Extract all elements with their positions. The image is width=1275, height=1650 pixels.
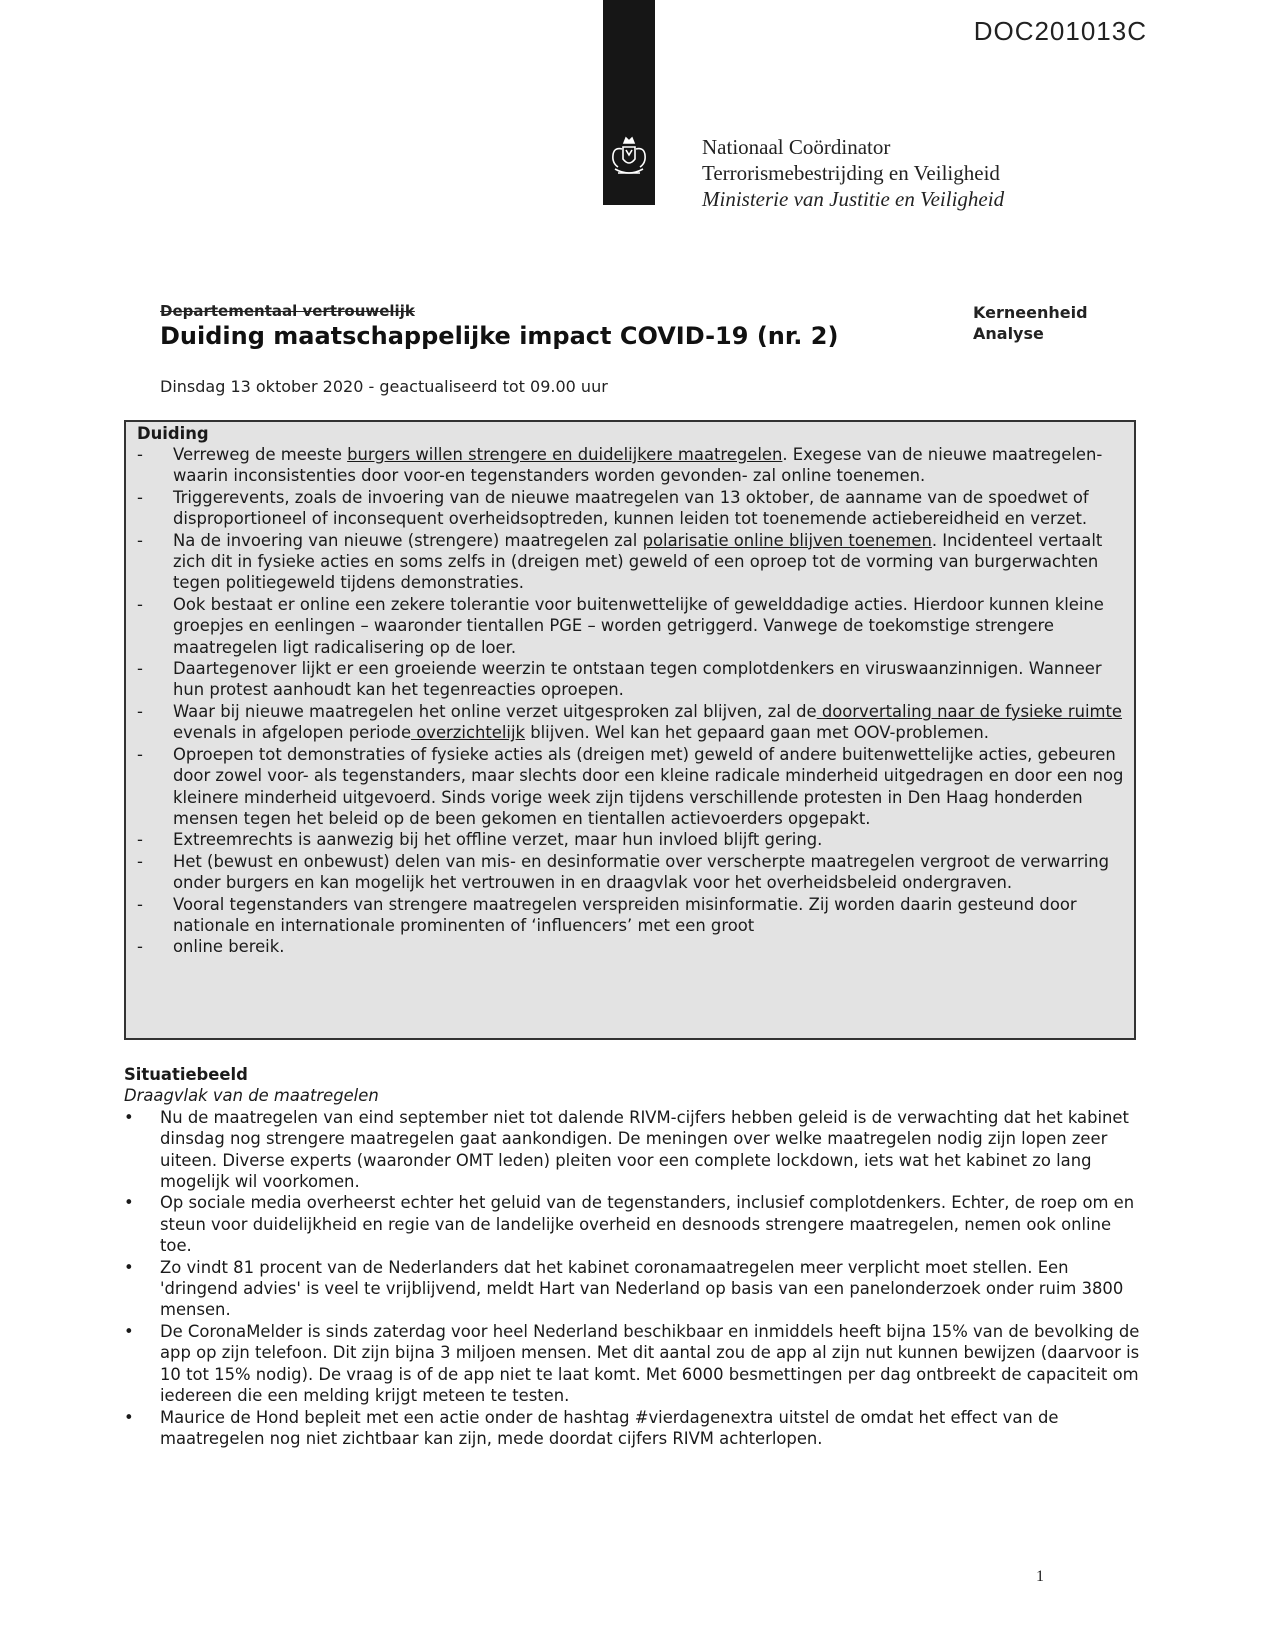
duiding-item	[137, 530, 1126, 594]
duiding-heading: Duiding	[137, 424, 209, 443]
page-number: 1	[1036, 1568, 1044, 1585]
ministry-name: Ministerie van Justitie en Veiligheid	[702, 187, 1005, 211]
duiding-item	[137, 894, 1126, 937]
situatie-item: • Op sociale media overheerst echter het geluid van de tegenstanders, inclusief complotdenkers. Echter, de roep om en steun voor duidelijkheid en regie van de landelijke overheid en desnoods strengere maatregelen, nemen ook online toe.	[124, 1192, 1144, 1256]
classification-label: Departementaal vertrouwelijk	[160, 302, 415, 320]
item-text: Extreemrechts is aanwezig bij het offline verzet, maar hun invloed blijft gering.	[173, 830, 823, 850]
duiding-item	[137, 594, 1126, 658]
item-text: Daartegenover lijkt er een groeiende weerzin te ontstaan tegen complotdenkers en viruswaanzinnigen. Wanneer hun protest aanhoudt kan het tegenreacties oproepen.	[173, 659, 1102, 700]
unit-line2: Analyse	[973, 324, 1044, 343]
duiding-item	[137, 936, 1126, 957]
duiding-item	[137, 658, 1126, 701]
situatie-item: • Maurice de Hond bepleit met een actie onder de hashtag #vierdagenextra uitstel de omdat het effect van de maatregelen nog niet zichtbaar kan zijn, mede doordat cijfers RIVM achterlopen.	[124, 1407, 1144, 1450]
item-text: . Exegese van de nieuwe maatregelen- waarin inconsistenties door voor-en tegenstanders worden gevonden- zal online toenemen.	[173, 445, 1103, 486]
unit-block	[973, 302, 1088, 344]
duiding-item	[137, 744, 1126, 830]
duiding-item	[137, 487, 1126, 530]
item-text: . Incidenteel vertaalt zich dit in fysieke acties en soms zelfs in (dreigen met) geweld of een oproep tot de vorming van burgerwachten tegen politiegeweld tijdens demonstraties.	[173, 530, 1103, 593]
org-name-line2: Terrorismebestrijding en Veiligheid	[702, 161, 1000, 185]
item-text: Waar bij nieuwe maatregelen het online verzet uitgesproken zal blijven, zal de	[173, 701, 817, 721]
royal-coat-of-arms-icon	[606, 135, 652, 181]
document-date: Dinsdag 13 oktober 2020 - geactualiseerd tot 09.00 uur	[160, 377, 608, 396]
duiding-item	[137, 444, 1126, 487]
situatie-list	[124, 1107, 1144, 1450]
item-text: Verreweg de meeste	[173, 445, 348, 464]
underlined-text: overzichtelijk	[411, 723, 526, 743]
item-text: Vooral tegenstanders van strengere maatregelen verspreiden misinformatie. Zij worden daarin gesteund door nationale en internationale prominenten of ‘influencers’ met een groot	[173, 894, 1077, 935]
duiding-item	[137, 701, 1126, 744]
situatie-heading: Situatiebeeld	[124, 1065, 248, 1084]
document-id: DOC201013C	[973, 16, 1147, 46]
logo-bar	[603, 0, 655, 205]
item-text: Ook bestaat er online een zekere tolerantie voor buitenwettelijke of gewelddadige acties. Hierdoor kunnen kleine groepjes en eenlingen – waaronder tientallen PGE – worden getriggerd. Vanwege de toekomstige strengere maatregelen ligt radicalisering op de loer.	[173, 594, 1104, 657]
situatie-subheading: Draagvlak van de maatregelen	[124, 1086, 379, 1106]
item-text: online bereik.	[173, 937, 285, 957]
duiding-list	[137, 444, 1126, 958]
item-text: Het (bewust en onbewust) delen van mis- en desinformatie over verscherpte maatregelen vergroot de verwarring onder burgers en kan mogelijk het vertrouwen in en draagvlak voor het overheidsbeleid ondergraven.	[173, 851, 1110, 893]
situatie-item: • De CoronaMelder is sinds zaterdag voor heel Nederland beschikbaar en inmiddels heeft bijna 15% van de bevolking de app op zijn telefoon. Dit zijn bijna 3 miljoen mensen. Met dit aantal zou de app al zijn nut kunnen bewijzen (daarvoor is 10 tot 15% nodig). De vraag is of de app niet te laat komt. Met 6000 besmettingen per dag ontbreekt de capaciteit om iedereen die een melding krijgt meteen te testen.	[124, 1321, 1144, 1407]
underlined-text: burgers willen strengere en duidelijkere maatregelen	[347, 445, 783, 464]
duiding-box	[124, 420, 1136, 1040]
org-name-line1: Nationaal Coördinator	[702, 135, 891, 159]
situatie-item: • Zo vindt 81 procent van de Nederlanders dat het kabinet coronamaatregelen meer verplicht moet stellen. Een 'dringend advies' is veel te vrijblijvend, meldt Hart van Nederland op basis van een panelonderzoek onder ruim 3800 mensen.	[124, 1257, 1144, 1321]
underlined-text: polarisatie online blijven toenemen	[642, 530, 932, 550]
document-title: Duiding maatschappelijke impact COVID-19 (nr. 2)	[160, 322, 839, 350]
underlined-text: doorvertaling naar de fysieke ruimte	[816, 701, 1122, 721]
item-text: Triggerevents, zoals de invoering van de nieuwe maatregelen van 13 oktober, de aanname van de spoedwet of disproportioneel of inconsequent overheidsoptreden, kunnen leiden tot toenemende actiebereidheid en verzet.	[173, 487, 1089, 529]
item-text: evenals in afgelopen periode	[173, 723, 412, 743]
item-text: Na de invoering van nieuwe (strengere) maatregelen zal	[173, 530, 643, 550]
item-text: blijven. Wel kan het gepaard gaan met OOV-problemen.	[525, 723, 989, 743]
organisation-block	[702, 134, 1004, 212]
situatie-item: • Nu de maatregelen van eind september niet tot dalende RIVM-cijfers hebben geleid is de verwachting dat het kabinet dinsdag nog strengere maatregelen gaat aankondigen. De meningen over welke maatregelen nodig zijn lopen zeer uiteen. Diverse experts (waaronder OMT leden) pleiten voor een complete lockdown, iets wat het kabinet zo lang mogelijk wil voorkomen.	[124, 1107, 1144, 1193]
unit-line1: Kerneenheid	[973, 303, 1088, 322]
situatie-section	[124, 1064, 1144, 1449]
item-text: Oproepen tot demonstraties of fysieke acties als (dreigen met) geweld of andere buitenwettelijke acties, gebeuren door zowel voor- als tegenstanders, maar slechts door een kleine radicale minderheid uitgedragen en door een nog kleinere minderheid uitgevoerd. Sinds vorige week zijn tijdens verschillende protesten in Den Haag honderden mensen tegen het beleid op de been gekomen en tientallen actievoerders opgepakt.	[173, 744, 1124, 828]
duiding-item	[137, 851, 1126, 894]
duiding-item	[137, 829, 1126, 850]
